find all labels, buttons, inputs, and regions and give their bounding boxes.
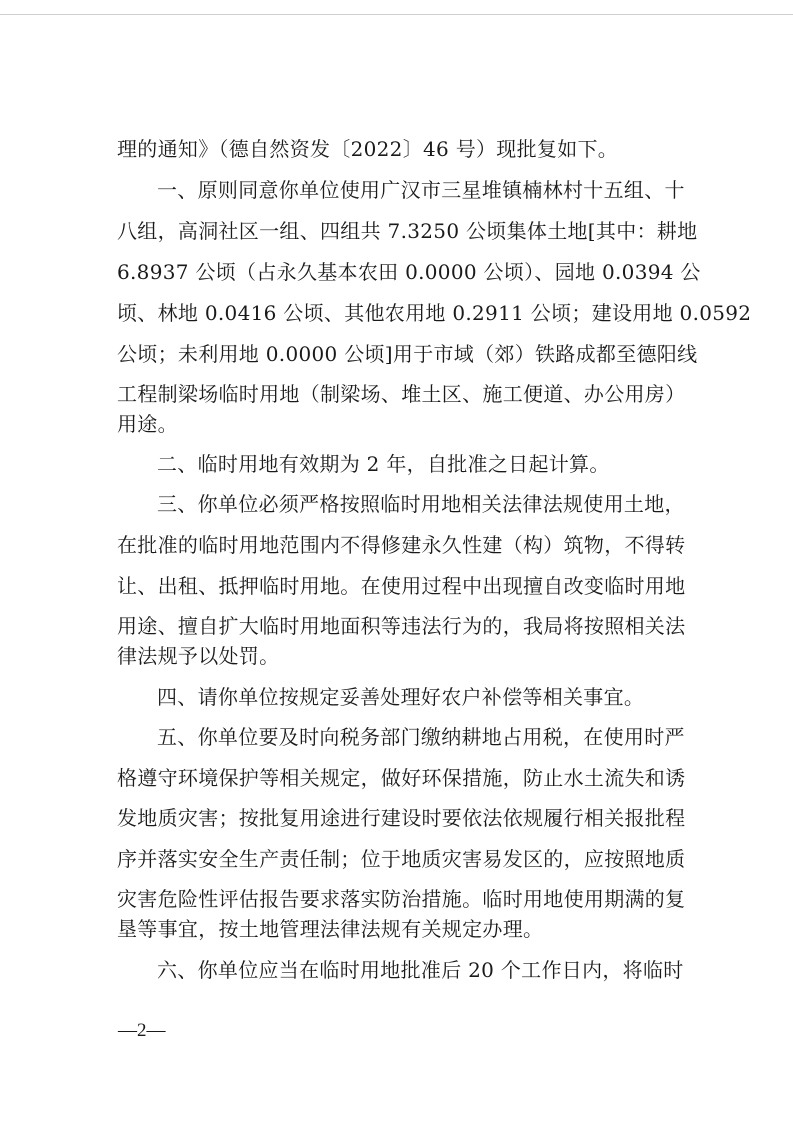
paragraph-5-line: 五、你单位要及时向税务部门缴纳耕地占用税，在使用时严	[157, 725, 685, 749]
text-line: 灾害危险性评估报告要求落实防治措施。临时用地使用期满的复	[117, 887, 686, 911]
text-line: 理的通知》（德自然资发〔2022〕46 号）现批复如下。	[117, 137, 619, 161]
text-line: 顷、林地 0.0416 公顷、其他农用地 0.2911 公顷；建设用地 0.0592	[117, 301, 752, 325]
page-number: —2—	[118, 1020, 166, 1041]
text-line: 用途、擅自扩大临时用地面积等违法行为的，我局将按照相关法	[117, 614, 686, 638]
paragraph-3-line: 三、你单位必须严格按照临时用地相关法律法规使用土地，	[157, 492, 685, 516]
text-line: 序并落实安全生产责任制；位于地质灾害易发区的，应按照地质	[117, 847, 686, 871]
text-line: 律法规予以处罚。	[117, 644, 280, 668]
text-line: 工程制梁场临时用地（制梁场、堆土区、施工便道、办公用房）	[117, 382, 686, 406]
text-line: 发地质灾害；按批复用途进行建设时要依法依规履行相关报批程	[117, 806, 686, 830]
text-line: 用途。	[117, 412, 178, 436]
text-line: 八组，高洞社区一组、四组共 7.3250 公顷集体土地[其中：耕地	[117, 219, 698, 243]
page-top-edge	[0, 14, 793, 15]
text-line: 6.8937 公顷（占永久基本农田 0.0000 公顷）、园地 0.0394 公	[117, 260, 701, 284]
paragraph-4-line: 四、请你单位按规定妥善处理好农户补偿等相关事宜。	[157, 685, 645, 709]
paragraph-6-line: 六、你单位应当在临时用地批准后 20 个工作日内，将临时	[157, 958, 684, 982]
text-line: 让、出租、抵押临时用地。在使用过程中出现擅自改变临时用地	[117, 574, 686, 598]
text-line: 垦等事宜，按土地管理法律法规有关规定办理。	[117, 917, 544, 941]
text-line: 格遵守环境保护等相关规定，做好环保措施，防止水土流失和诱	[117, 766, 686, 790]
text-line: 在批准的临时用地范围内不得修建永久性建（构）筑物，不得转	[117, 533, 686, 557]
paragraph-1-line: 一、原则同意你单位使用广汉市三星堆镇楠林村十五组、十	[157, 178, 685, 202]
text-line: 公顷；未利用地 0.0000 公顷]用于市域（郊）铁路成都至德阳线	[117, 342, 698, 366]
paragraph-2-line: 二、临时用地有效期为 2 年，自批准之日起计算。	[157, 452, 610, 476]
